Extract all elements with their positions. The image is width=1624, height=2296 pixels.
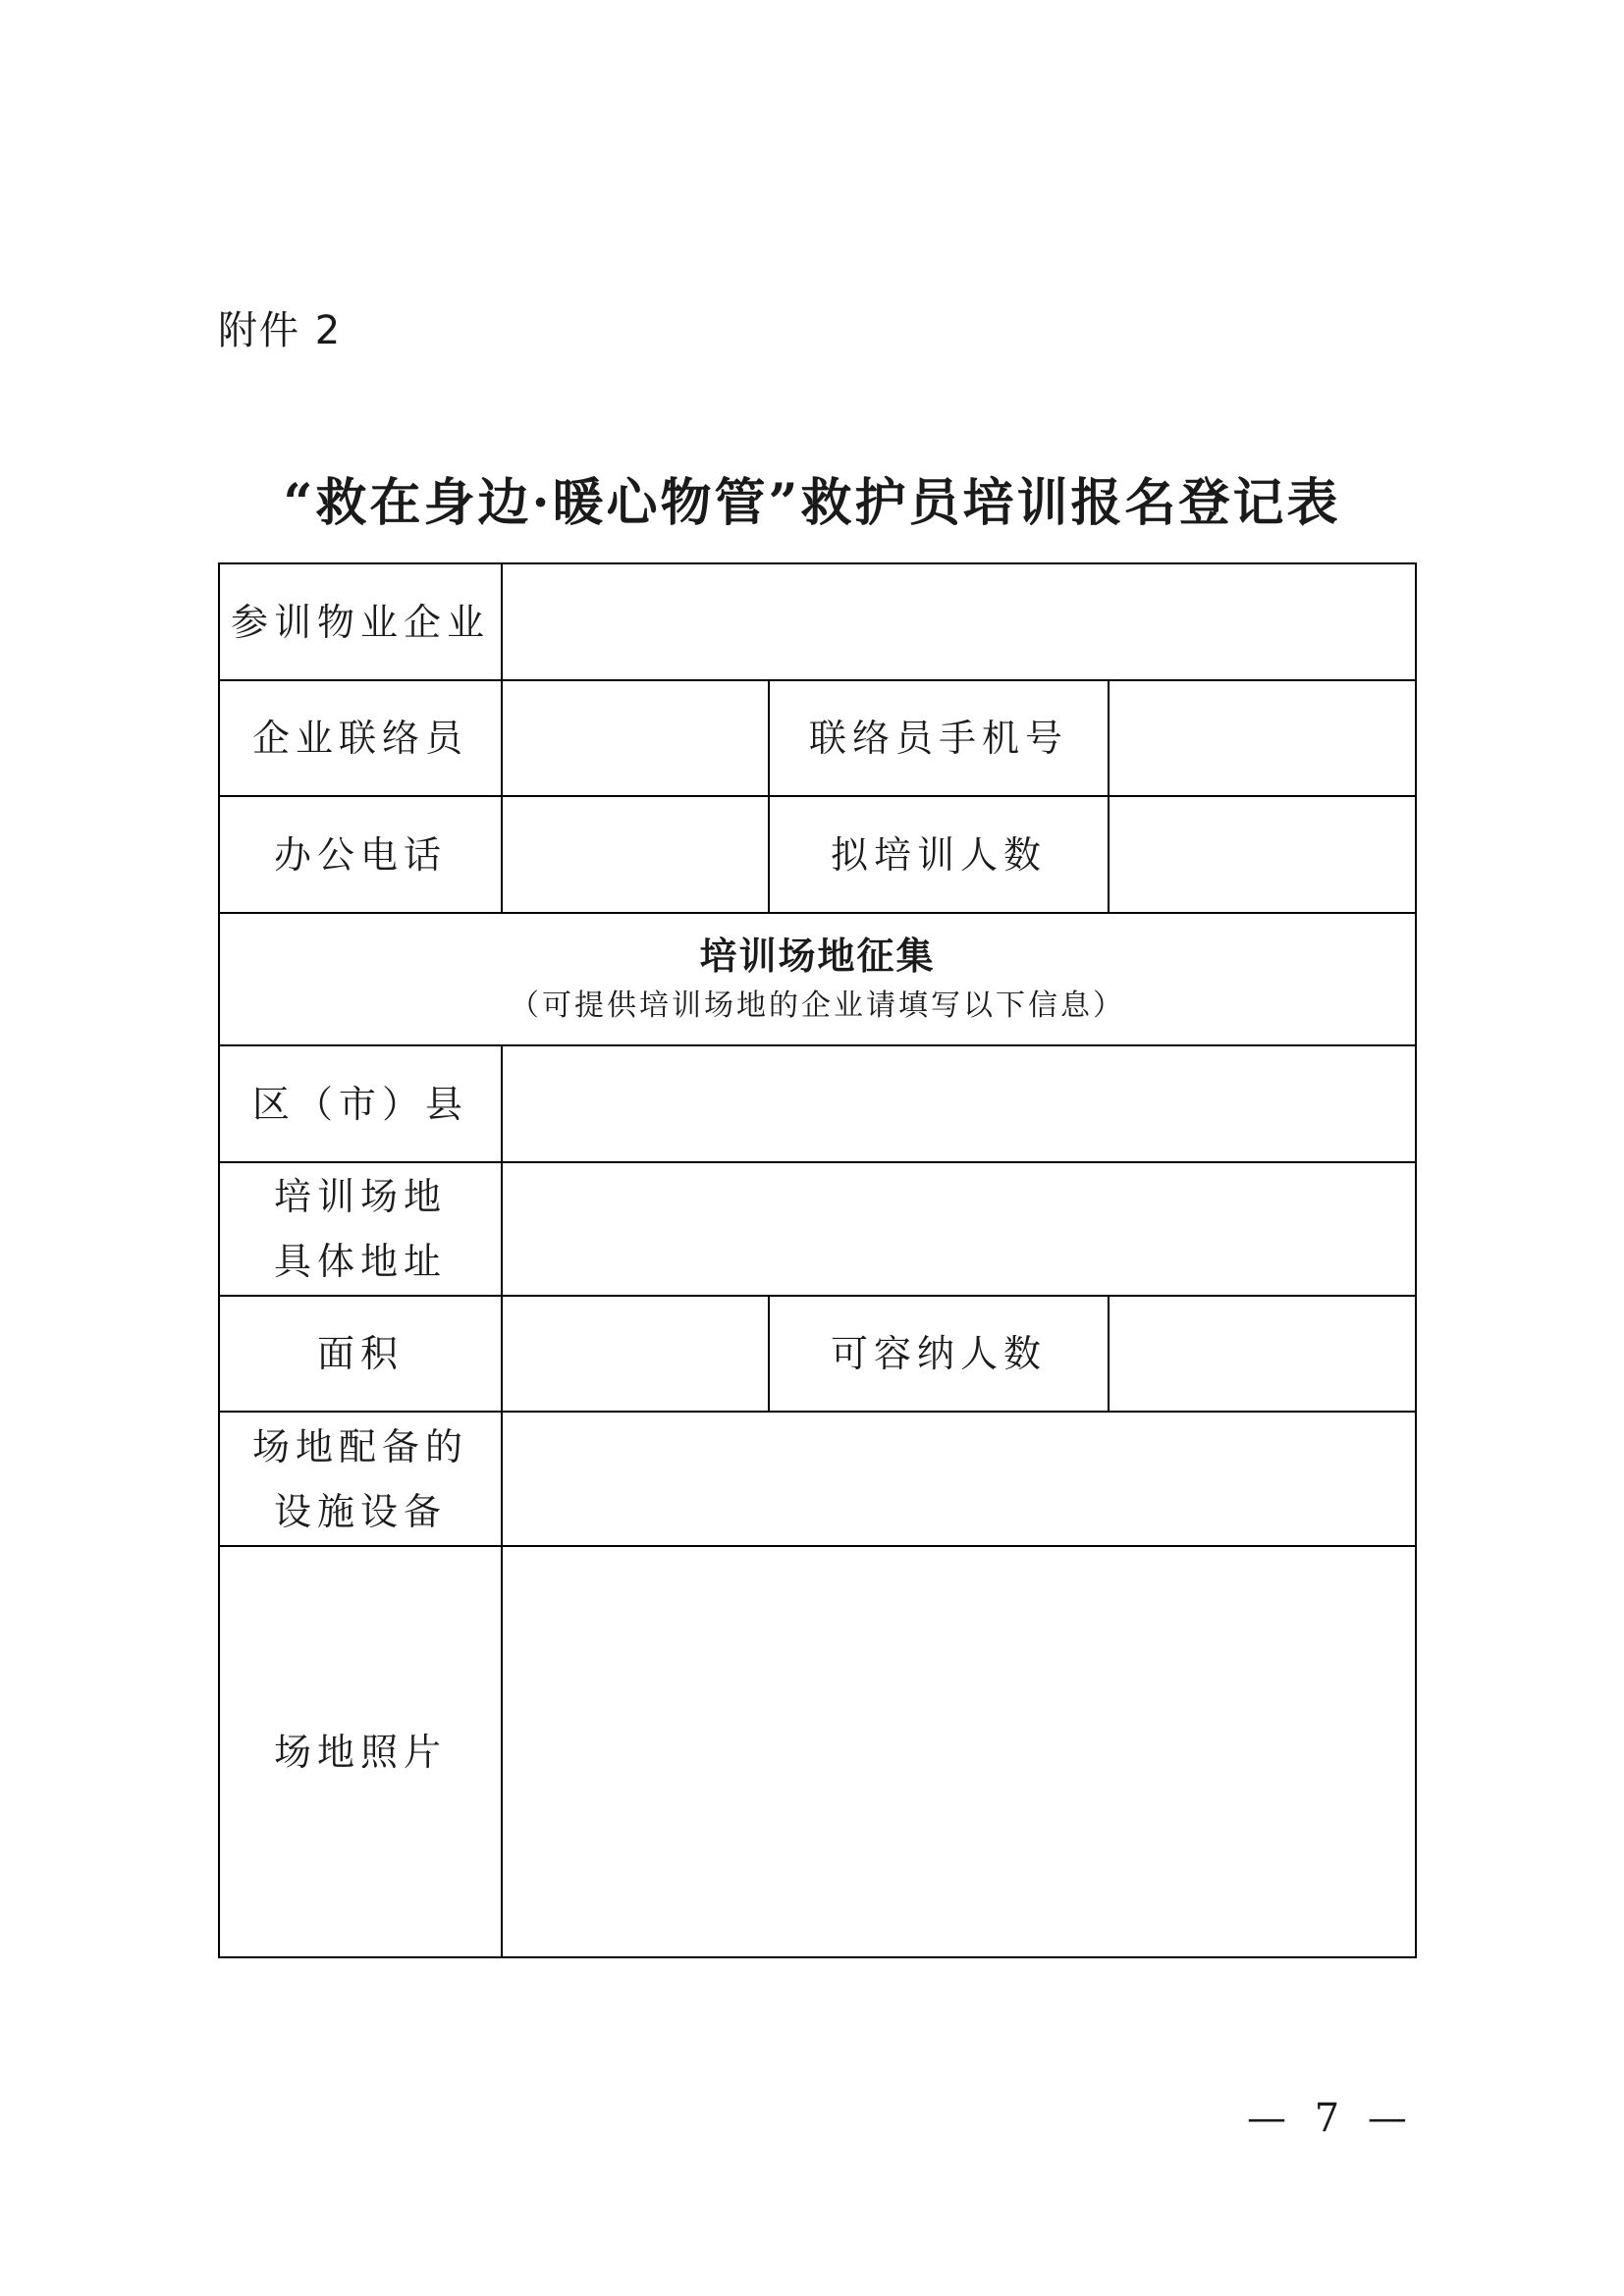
address-field[interactable] [502, 1162, 1416, 1296]
trainee-count-field[interactable] [1109, 796, 1416, 913]
district-field[interactable] [502, 1045, 1416, 1162]
contact-phone-label: 联络员手机号 [769, 680, 1109, 796]
district-label: 区（市）县 [219, 1045, 502, 1162]
row-area [219, 1296, 1416, 1412]
page-number: — 7 — [1247, 2096, 1415, 2141]
address-label-line-1: 培训场地 [273, 1175, 447, 1218]
row-address [219, 1162, 1416, 1296]
row-venue-section-header [219, 913, 1416, 1045]
address-label-line-2: 具体地址 [273, 1240, 447, 1283]
venue-section-title: 培训场地征集 [699, 934, 936, 978]
contact-phone-field[interactable] [1109, 680, 1416, 796]
photos-label: 场地照片 [219, 1546, 502, 1957]
address-label [219, 1162, 502, 1296]
row-office-phone [219, 796, 1416, 913]
facilities-label-line-1: 场地配备的 [251, 1424, 468, 1468]
facilities-label [219, 1412, 502, 1546]
row-district [219, 1045, 1416, 1162]
facilities-label-line-2: 设施设备 [273, 1489, 447, 1533]
venue-section-note: （可提供培训场地的企业请填写以下信息） [510, 988, 1126, 1023]
row-company [219, 563, 1416, 680]
venue-section-header [219, 913, 1416, 1045]
row-contact [219, 680, 1416, 796]
capacity-field[interactable] [1109, 1296, 1416, 1412]
company-field[interactable] [502, 563, 1416, 680]
facilities-field[interactable] [502, 1412, 1416, 1546]
area-label: 面积 [219, 1296, 502, 1412]
area-field[interactable] [502, 1296, 769, 1412]
office-phone-field[interactable] [502, 796, 769, 913]
row-facilities [219, 1412, 1416, 1546]
office-phone-label: 办公电话 [219, 796, 502, 913]
trainee-count-label: 拟培训人数 [769, 796, 1109, 913]
registration-form-table [218, 562, 1417, 1958]
contact-label: 企业联络员 [219, 680, 502, 796]
form-title: “救在身边·暖心物管”救护员培训报名登记表 [283, 473, 1341, 533]
capacity-label: 可容纳人数 [769, 1296, 1109, 1412]
attachment-label: 附件 2 [218, 308, 343, 353]
company-label: 参训物业企业 [219, 563, 502, 680]
row-photos [219, 1546, 1416, 1957]
contact-field[interactable] [502, 680, 769, 796]
photos-field[interactable] [502, 1546, 1416, 1957]
